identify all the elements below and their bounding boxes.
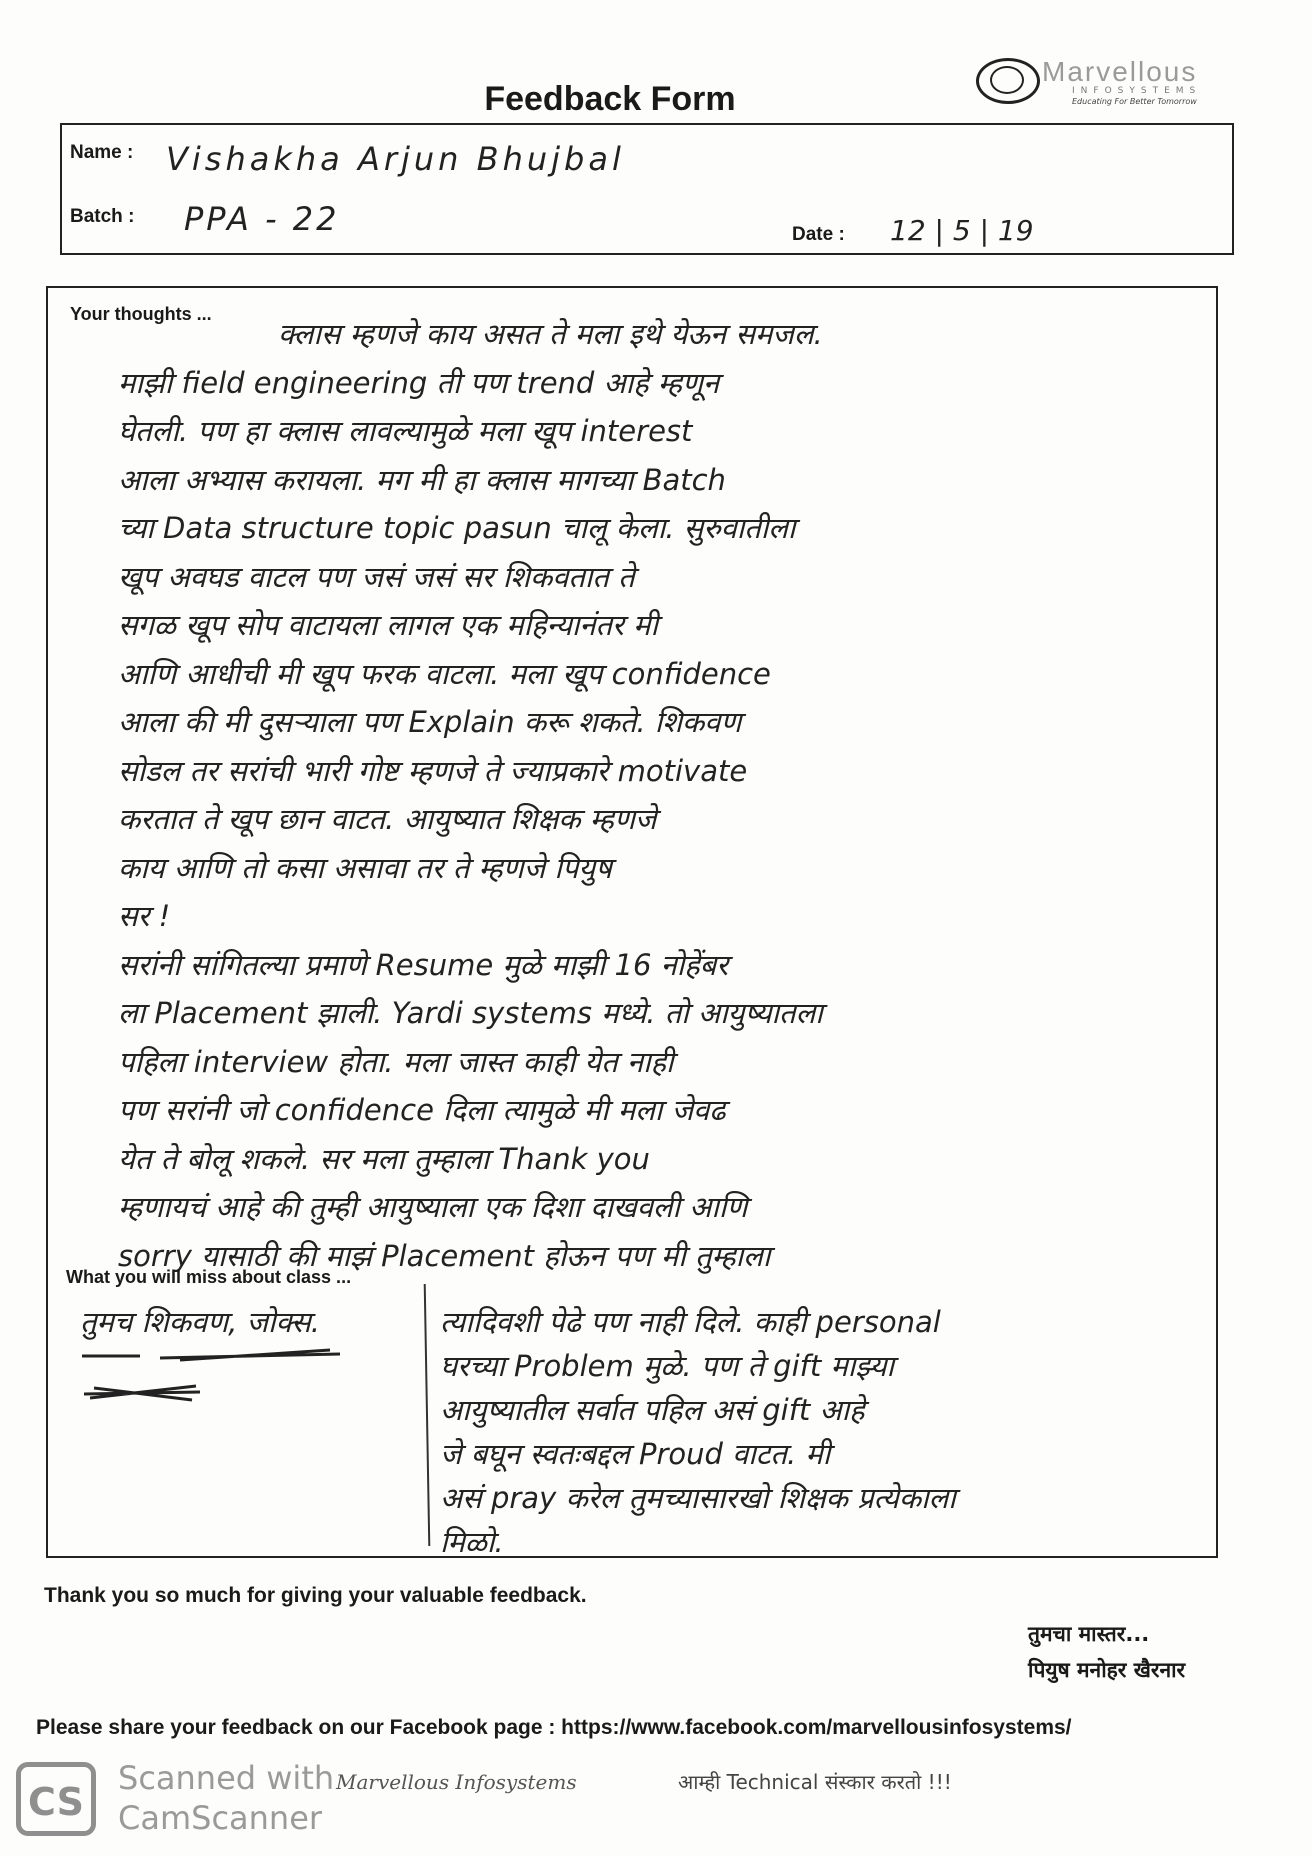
watermark-line-2: CamScanner <box>118 1799 323 1837</box>
thoughts-text <box>118 310 1268 1280</box>
logo-tagline: Educating For Better Tomorrow <box>1072 97 1197 106</box>
signature-line-2: पियुष मनोहर खैरनार <box>1028 1658 1186 1682</box>
thoughts-line: आणि आधीची मी खूप फरक वाटला. मला खूप confidence <box>118 656 771 691</box>
thoughts-line: आला की मी दुसऱ्याला पण Explain करू शकते. शिकवण <box>118 705 742 739</box>
miss-label: What you will miss about class ... <box>66 1267 352 1287</box>
continued-line: जे बघून स्वतःबद्दल Proud वाटत. मी <box>440 1437 831 1471</box>
batch-value: PPA - 22 <box>184 200 340 238</box>
signature-line-1: तुमचा मास्तर... <box>1028 1622 1150 1646</box>
thoughts-line: सर ! <box>118 899 171 933</box>
camscanner-watermark <box>118 1758 334 1838</box>
footer-slogan: आम्ही Technical संस्कार करतो !!! <box>678 1770 952 1794</box>
thoughts-line: च्या Data structure topic pasun चालू केला. सुरुवातीला <box>118 511 796 545</box>
batch-label: Batch : <box>70 206 135 227</box>
thoughts-line: काय आणि तो कसा असावा तर ते म्हणजे पियुष <box>118 850 612 885</box>
thoughts-label: Your thoughts ... <box>70 304 212 324</box>
thoughts-line: सोडल तर सरांची भारी गोष्ट म्हणजे ते ज्याप्रकारे motivate <box>118 753 748 788</box>
thoughts-line: येत ते बोलू शकले. सर मला तुम्हाला Thank you <box>118 1141 650 1176</box>
watermark-line-1: Scanned with <box>118 1759 335 1797</box>
thoughts-line: क्लास म्हणजे काय असत ते मला इथे येऊन समजल. <box>278 317 823 351</box>
struck-out-scribble <box>80 1346 350 1406</box>
thoughts-line: घेतली. पण हा क्लास लावल्यामुळे मला खूप interest <box>118 414 693 448</box>
thoughts-line: माझी field engineering ती पण trend आहे म्हणून <box>118 365 720 400</box>
camscanner-logo-icon: CS <box>16 1762 96 1836</box>
continued-line: आयुष्यातील सर्वात पहिल असं gift आहे <box>440 1393 865 1427</box>
thoughts-line: खूप अवघड वाटल पण जसं जसं सर शिकवतात ते <box>118 559 635 594</box>
facebook-share-note: Please share your feedback on our Facebook page : https://www.facebook.com/marvellousinfosystems/ <box>36 1716 1072 1739</box>
thoughts-line: ला Placement झाली. Yardi systems मध्ये. तो आयुष्यातला <box>118 996 823 1030</box>
thoughts-line: करतात ते खूप छान वाटत. आयुष्यात शिक्षक म्हणजे <box>118 802 657 836</box>
continued-text <box>440 1300 1240 1564</box>
thoughts-line: सरांनी सांगितल्या प्रमाणे Resume मुळे माझी 16 नोहेंबर <box>118 947 729 982</box>
form-title: Feedback Form <box>484 80 736 118</box>
thoughts-line: सगळ खूप सोप वाटायला लागल एक महिन्यानंतर मी <box>118 608 658 642</box>
thoughts-line: पहिला interview होता. मला जास्त काही येत नाही <box>118 1044 674 1079</box>
date-value: 12 | 5 | 19 <box>890 214 1034 247</box>
continued-line: मिळो. <box>440 1525 504 1559</box>
continued-line: असं pray करेल तुमच्यासारखो शिक्षक प्रत्येकाला <box>440 1481 956 1515</box>
name-value: Vishakha Arjun Bhujbal <box>166 140 625 178</box>
thank-you-note: Thank you so much for giving your valuable feedback. <box>44 1584 587 1607</box>
footer-company: Marvellous Infosystems <box>336 1770 577 1794</box>
thoughts-line: sorry यासाठी की माझं Placement होऊन पण मी तुम्हाला <box>118 1238 771 1273</box>
thoughts-line: म्हणायचं आहे की तुम्ही आयुष्याला एक दिशा दाखवली आणि <box>118 1190 748 1224</box>
thoughts-line: पण सरांनी जो confidence दिला त्यामुळे मी मला जेवढ <box>118 1093 726 1127</box>
thoughts-line: आला अभ्यास करायला. मग मी हा क्लास मागच्या Batch <box>118 462 726 497</box>
name-label: Name : <box>70 142 134 163</box>
continued-line: त्यादिवशी पेढे पण नाही दिले. काही personal <box>440 1305 941 1339</box>
logo-subtitle: INFOSYSTEMS <box>1072 86 1202 96</box>
continued-line: घरच्या Problem मुळे. पण ते gift माझ्या <box>440 1349 895 1383</box>
date-label: Date : <box>792 224 845 245</box>
miss-answer: तुमच शिकवण, जोक्स. <box>80 1305 321 1339</box>
logo-name: Marvellous <box>1042 56 1198 87</box>
